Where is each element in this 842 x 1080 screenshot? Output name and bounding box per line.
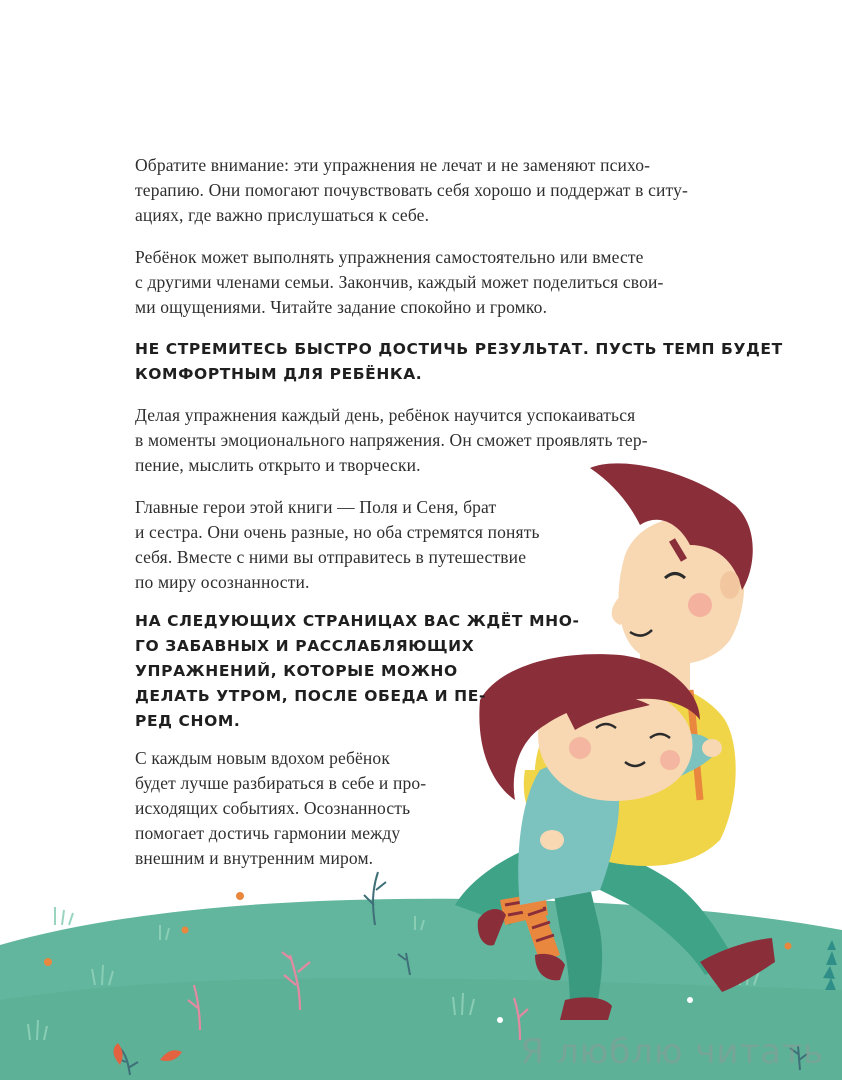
text-line: УПРАЖНЕНИЙ, КОТОРЫЕ МОЖНО: [135, 662, 458, 680]
paragraph-heroes: [135, 495, 540, 595]
text-line: ДЕЛАТЬ УТРОМ, ПОСЛЕ ОБЕДА И ПЕ-: [135, 687, 486, 705]
text-line: ациях, где важно прислушаться к себе.: [135, 205, 430, 225]
paragraph-breath: [135, 746, 426, 871]
text-line: себя. Вместе с ними вы отправитесь в путешествие: [135, 547, 527, 567]
text-line: терапию. Они помогают почувствовать себя хорошо и поддержат в ситу-: [135, 180, 688, 200]
text-line: Главные герои этой книги — Поля и Сеня, брат: [135, 497, 497, 517]
text-line: Делая упражнения каждый день, ребёнок научится успокаиваться: [135, 405, 636, 425]
text-line: Ребёнок может выполнять упражнения самостоятельно или вместе: [135, 247, 644, 267]
text-line: Обратите внимание: эти упражнения не лечат и не заменяют психо-: [135, 155, 651, 175]
text-line: ГО ЗАБАВНЫХ И РАССЛАБЛЯЮЩИХ: [135, 637, 475, 655]
callout-pace: [135, 337, 783, 387]
text-line: по миру осознанности.: [135, 572, 310, 592]
paragraph-family: [135, 245, 663, 320]
text-line: будет лучше разбираться в себе и про-: [135, 773, 427, 793]
text-line: в моменты эмоционального напряжения. Он сможет проявлять тер-: [135, 430, 648, 450]
text-line: и сестра. Они очень разные, но оба стремятся понять: [135, 522, 540, 542]
text-line: исходящих событиях. Осознанность: [135, 798, 411, 818]
text-line: РЕД СНОМ.: [135, 712, 241, 730]
text-line: с другими членами семьи. Закончив, каждый может поделиться свои-: [135, 272, 664, 292]
text-line: помогает достичь гармонии между: [135, 823, 401, 843]
paragraph-daily: [135, 403, 648, 478]
text-line: НЕ СТРЕМИТЕСЬ БЫСТРО ДОСТИЧЬ РЕЗУЛЬТАТ. ПУСТЬ ТЕМП БУДЕТ: [135, 340, 783, 358]
watermark: Я люблю читать: [520, 1032, 824, 1072]
callout-next-pages: [135, 609, 580, 734]
text-line: ми ощущениями. Читайте задание спокойно и громко.: [135, 297, 548, 317]
text-line: пение, мыслить открыто и творчески.: [135, 455, 421, 475]
text-line: С каждым новым вдохом ребёнок: [135, 748, 390, 768]
paragraph-note: [135, 153, 688, 228]
text-line: внешним и внутренним миром.: [135, 848, 374, 868]
text-line: КОМФОРТНЫМ ДЛЯ РЕБЁНКА.: [135, 365, 423, 383]
text-line: НА СЛЕДУЮЩИХ СТРАНИЦАХ ВАС ЖДЁТ МНО-: [135, 612, 580, 630]
